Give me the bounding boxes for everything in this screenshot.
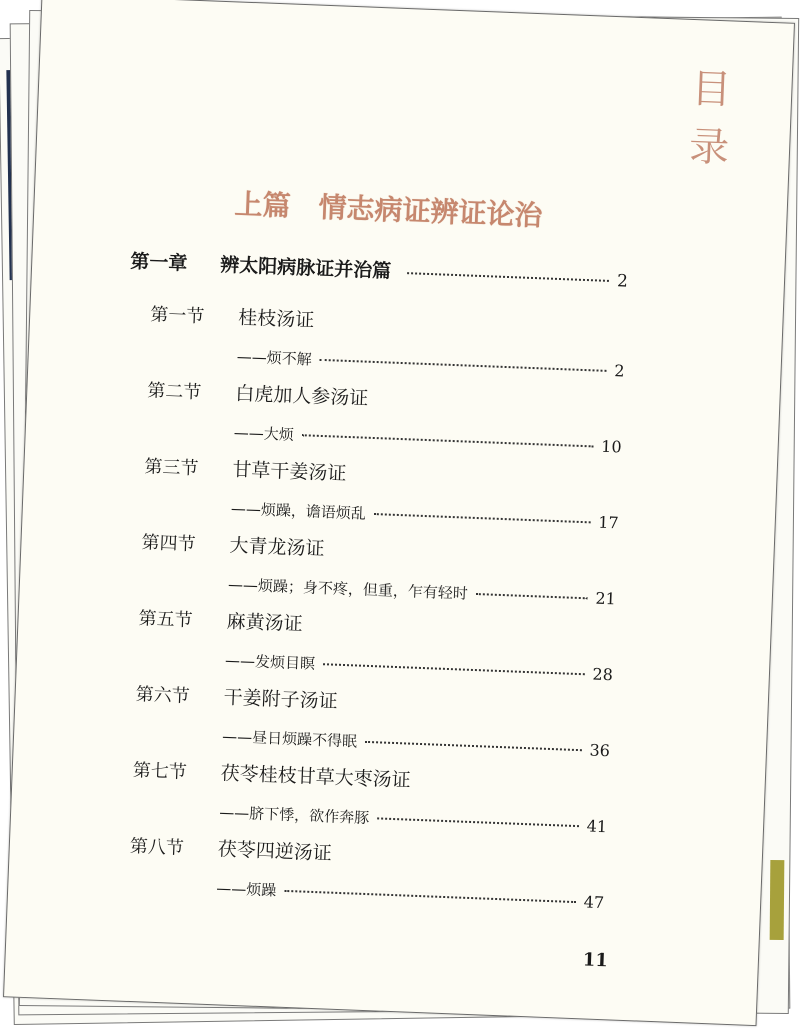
toc-section-entry[interactable]: [115, 602, 615, 685]
section-number: 第四节: [141, 532, 196, 556]
section-subtitle: ——昼日烦躁不得眠: [221, 727, 358, 751]
section-number: 第八节: [129, 835, 185, 859]
toc-heading-char: 目: [690, 65, 733, 114]
cover-edge: [770, 860, 785, 940]
page-number: 47: [583, 892, 605, 913]
toc-section-entry[interactable]: [106, 830, 606, 913]
part-title: 上篇 情志病证辨证论治: [233, 187, 544, 233]
toc-heading-char: 录: [688, 123, 731, 172]
section-title: 麻黄汤证: [226, 610, 303, 636]
page-number: 2: [613, 361, 625, 381]
toc-page: [3, 0, 795, 1026]
section-title: 桂枝汤证: [237, 306, 315, 332]
section-title: 白虎加人参汤证: [234, 382, 369, 410]
dot-leader: [365, 741, 582, 751]
section-number: 第七节: [132, 759, 188, 784]
section-title: 茯苓四逆汤证: [217, 838, 333, 865]
page-number: 17: [597, 512, 620, 533]
dot-leader: [377, 817, 579, 827]
dot-leader: [302, 434, 593, 447]
section-subtitle: ——发烦目瞑: [224, 651, 316, 673]
dot-leader: [323, 663, 585, 675]
section-number: 第三节: [144, 456, 199, 480]
dot-leader: [284, 890, 575, 903]
page-number: 41: [586, 816, 608, 837]
section-title: 大青龙汤证: [229, 534, 325, 561]
toc-section-entry[interactable]: [118, 526, 618, 609]
chapter-number: 第一章: [129, 250, 188, 275]
dot-leader: [320, 359, 607, 372]
section-subtitle: ——烦躁: [215, 879, 277, 900]
toc-section-entry[interactable]: [124, 374, 624, 457]
toc-heading: [678, 60, 742, 178]
section-title: 甘草干姜汤证: [232, 458, 347, 485]
toc-section-entry[interactable]: [112, 678, 612, 761]
section-title: 茯苓桂枝甘草大枣汤证: [220, 762, 412, 792]
section-subtitle: ——烦躁；身不疼，但重，乍有轻时: [227, 575, 469, 603]
section-subtitle: ——烦不解: [236, 347, 313, 369]
page-number: 21: [595, 588, 617, 609]
section-number: 第五节: [138, 608, 194, 632]
section-number: 第一节: [149, 304, 205, 328]
toc-section-entry[interactable]: [121, 450, 621, 533]
section-number: 第二节: [146, 380, 202, 404]
section-subtitle: ——大烦: [233, 423, 295, 444]
section-title: 干姜附子汤证: [223, 686, 339, 713]
section-number: 第六节: [135, 684, 191, 708]
dot-leader: [374, 513, 591, 523]
page-number: 10: [600, 436, 622, 457]
page-number: 28: [592, 664, 614, 685]
toc-chapter-entry[interactable]: [130, 247, 629, 293]
folio-page-number: 11: [582, 949, 609, 972]
page-number: 36: [589, 740, 611, 761]
dot-leader: [476, 593, 588, 599]
section-subtitle: ——脐下悸，欲作奔豚: [218, 803, 370, 828]
toc-section-entry[interactable]: [126, 298, 626, 381]
page-number: 2: [616, 271, 629, 292]
section-subtitle: ——烦躁，谵语烦乱: [230, 499, 367, 523]
chapter-title: 辨太阳病脉证并治篇: [219, 253, 392, 283]
dot-leader: [407, 272, 609, 282]
toc-section-entry[interactable]: [109, 754, 609, 837]
